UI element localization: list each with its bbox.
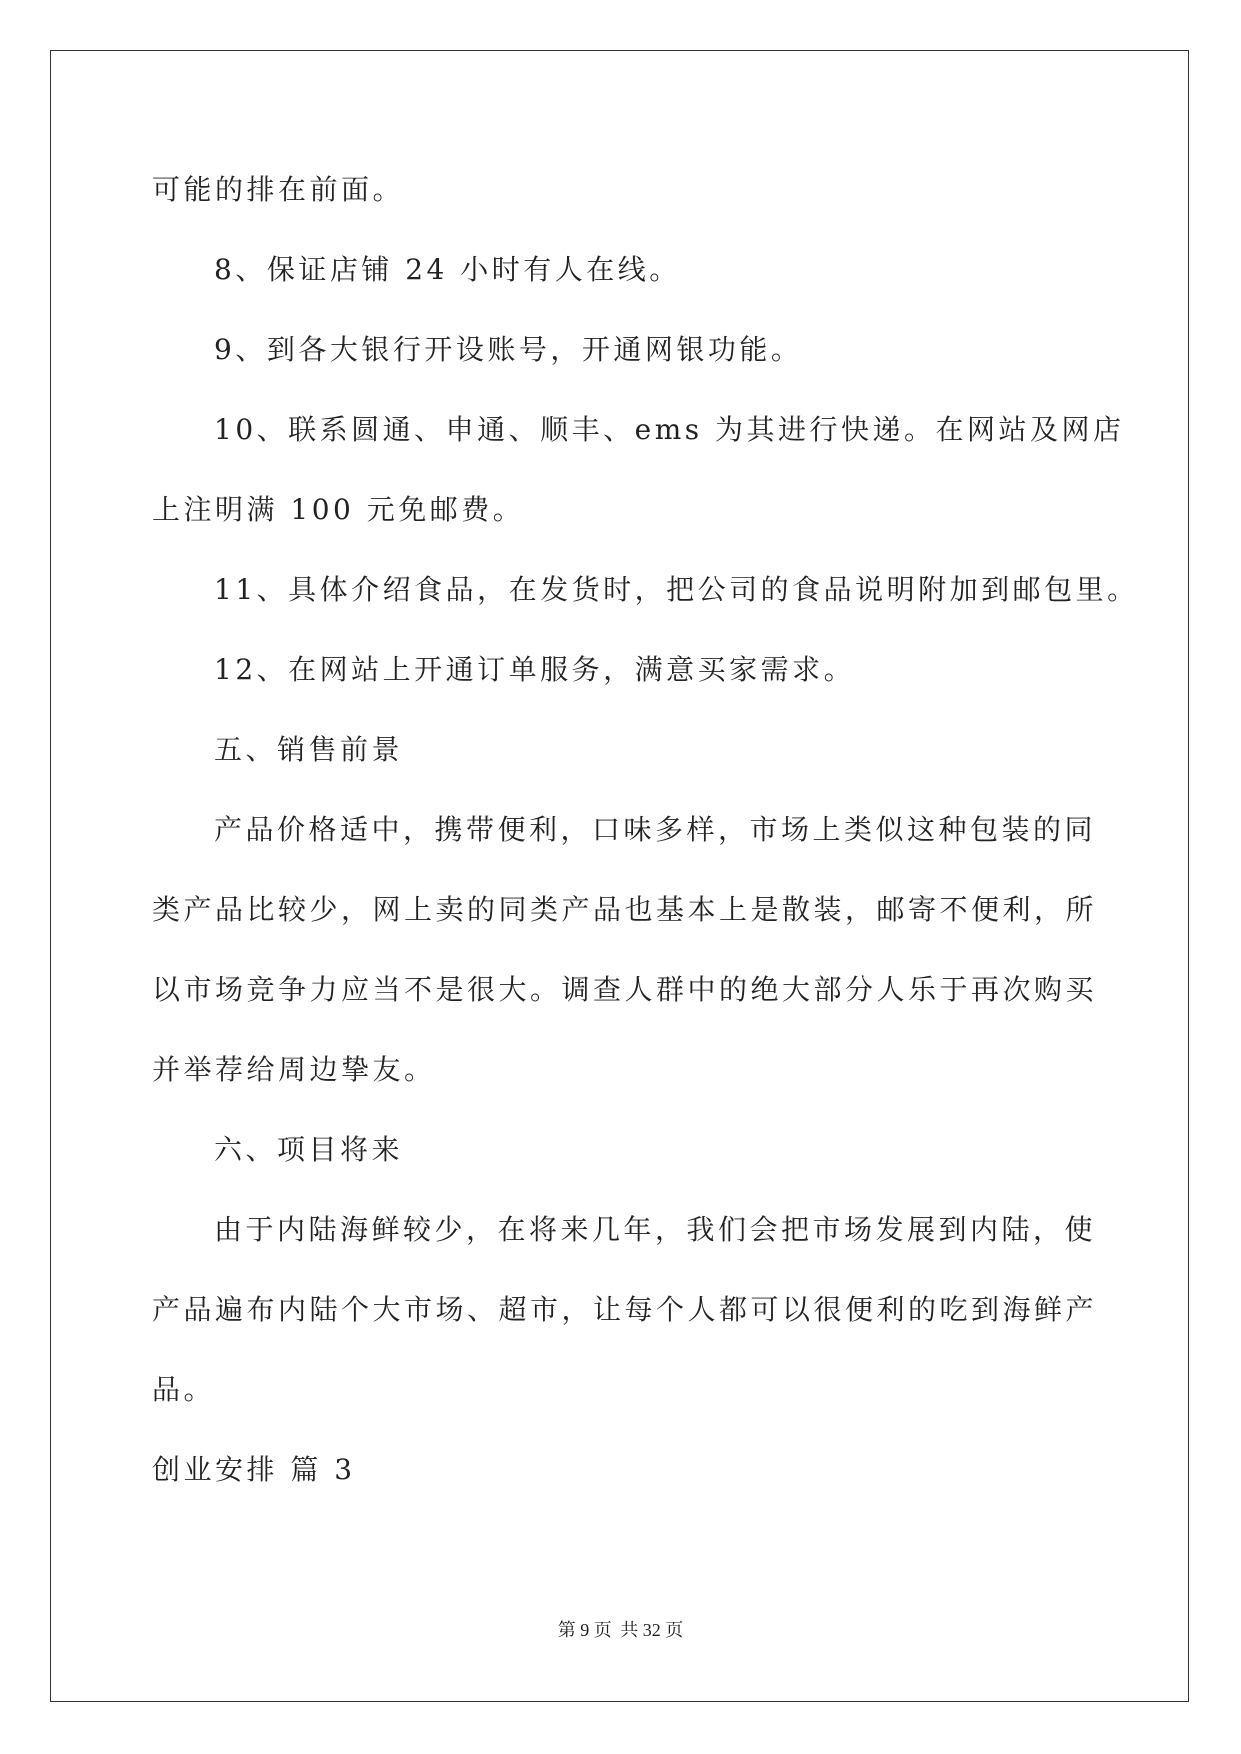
list-item-12: 12、在网站上开通订单服务，满意买家需求。 <box>214 653 856 686</box>
list-item-11: 11、具体介绍食品，在发货时，把公司的食品说明附加到邮包里。 <box>214 573 1139 606</box>
section-heading-sales-outlook: 五、销售前景 <box>214 733 404 766</box>
list-item-8: 8、保证店铺 24 小时有人在线。 <box>214 253 681 286</box>
list-item-9: 9、到各大银行开设账号，开通网银功能。 <box>214 333 803 366</box>
paragraph-future-line-1: 由于内陆海鲜较少，在将来几年，我们会把市场发展到内陆，使 <box>214 1213 1097 1246</box>
paragraph-future-line-2: 产品遍布内陆个大市场、超市，让每个人都可以很便利的吃到海鲜产 <box>152 1293 1098 1326</box>
paragraph-sales-line-4: 并举荐给周边挚友。 <box>152 1053 436 1086</box>
text-line-continuation: 可能的排在前面。 <box>152 173 405 206</box>
paragraph-future-line-3: 品。 <box>152 1373 216 1406</box>
paragraph-sales-line-1: 产品价格适中，携带便利，口味多样，市场上类似这种包装的同 <box>214 813 1097 846</box>
section-heading-project-future: 六、项目将来 <box>214 1133 404 1166</box>
paragraph-sales-line-2: 类产品比较少，网上卖的同类产品也基本上是散装，邮寄不便利，所 <box>152 893 1098 926</box>
page-footer <box>0 1618 1241 1642</box>
page-number: 第 9 页 <box>557 1620 612 1640</box>
list-item-10-continuation: 上注明满 100 元免邮费。 <box>152 493 525 526</box>
paragraph-sales-line-3: 以市场竞争力应当不是很大。调查人群中的绝大部分人乐于再次购买 <box>152 973 1098 1006</box>
list-item-10: 10、联系圆通、申通、顺丰、ems 为其进行快递。在网站及网店 <box>214 413 1125 446</box>
total-pages: 共 32 页 <box>620 1620 684 1640</box>
section-title-plan-3: 创业安排 篇 3 <box>152 1453 356 1486</box>
